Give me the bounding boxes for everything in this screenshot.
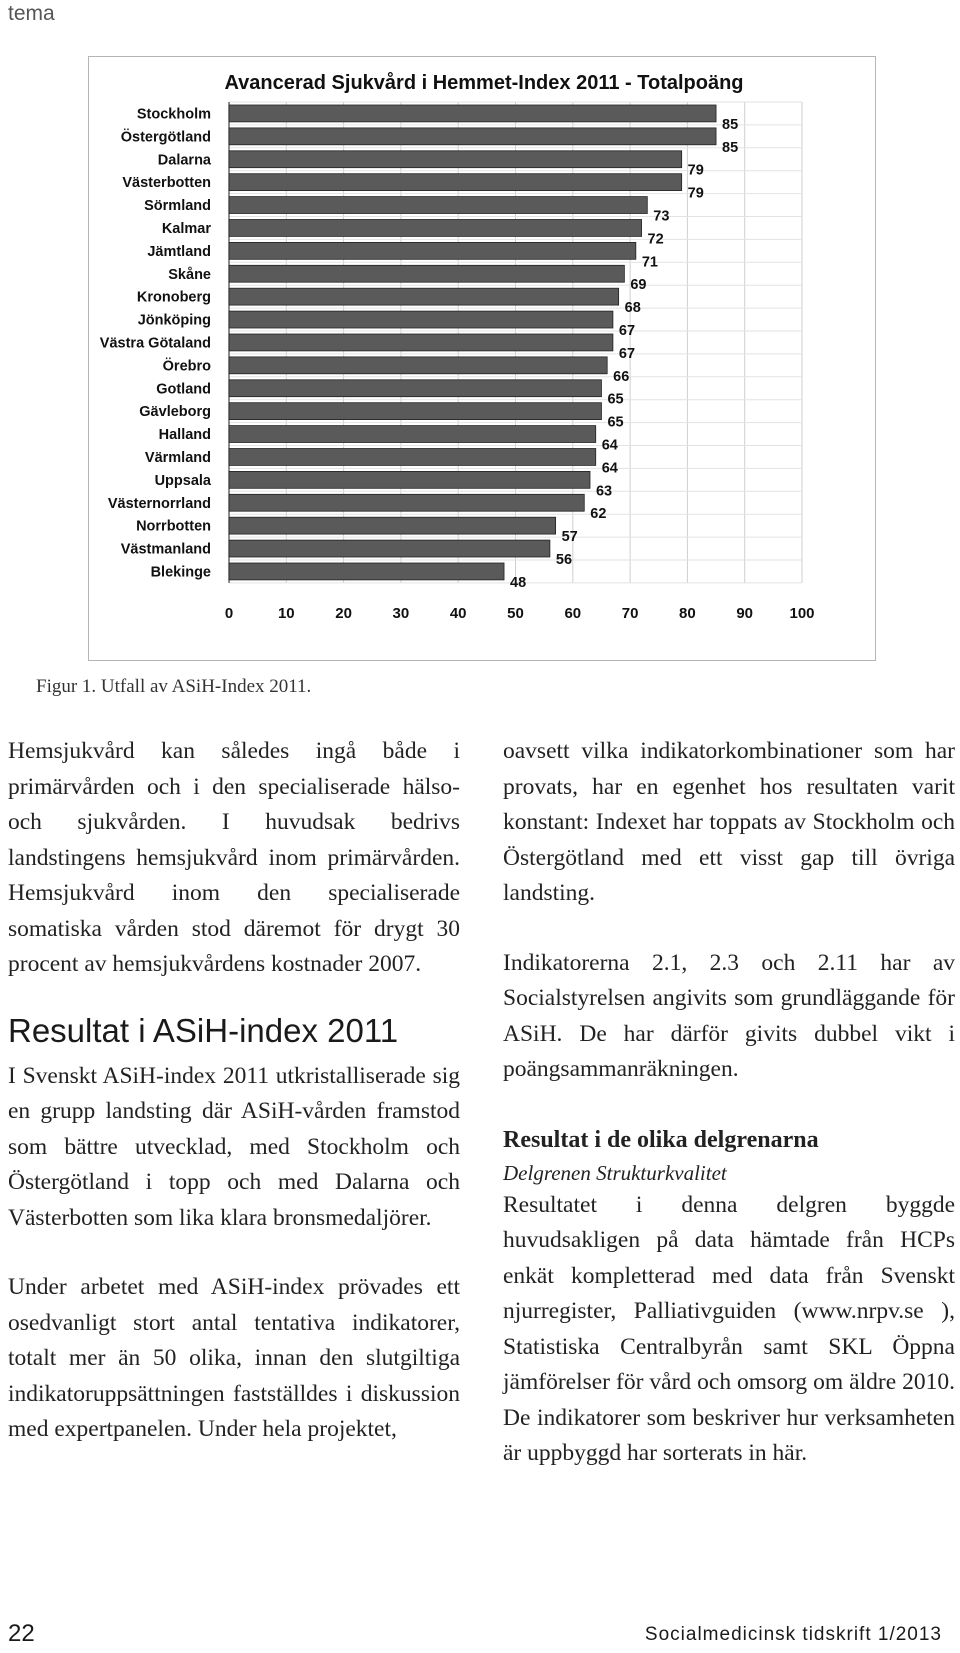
value-label: 65: [607, 414, 624, 431]
bar: [229, 380, 601, 397]
bar: [229, 197, 647, 214]
value-label: 66: [613, 368, 630, 385]
value-label: 48: [510, 574, 527, 591]
section-heading: Resultat i ASiH-index 2011: [8, 1011, 399, 1049]
category-label: Norrbotten: [136, 518, 211, 535]
category-label: Halland: [158, 427, 211, 444]
journal-name: Socialmedicinsk tidskrift 1/2013: [644, 1624, 942, 1645]
chart-title: Avancerad Sjukvård i Hemmet-Index 2011 - Totalpoäng: [224, 72, 744, 94]
value-label: 79: [687, 185, 704, 202]
category-label: Västernorrland: [107, 495, 211, 512]
bar: [229, 288, 619, 305]
subsubsection-heading: Delgrenen Strukturkvalitet: [503, 1160, 727, 1185]
value-label: 57: [561, 529, 578, 546]
category-label: Sörmland: [144, 198, 211, 215]
left-column: [8, 734, 460, 1448]
bar: [229, 105, 716, 122]
value-label: 64: [601, 437, 618, 454]
bar: [229, 494, 584, 511]
value-label: 68: [624, 300, 641, 317]
category-label: Dalarna: [157, 152, 211, 169]
subsection-heading: Resultat i de olika delgrenarna: [503, 1126, 819, 1153]
right-paragraph-1: oavsett vilka indikatorkombinationer som har provats, har en egenhet hos resultaten varit konstant: Indexet har toppats av Stockholm och Östergötland med ett visst gap till övriga landsting.: [503, 738, 955, 906]
x-tick-label: 100: [789, 604, 815, 622]
category-label: Örebro: [162, 358, 211, 375]
value-label: 64: [601, 460, 618, 477]
value-label: 56: [555, 552, 573, 568]
chart-svg: [89, 57, 875, 660]
x-tick-label: 30: [392, 604, 410, 622]
bar: [229, 220, 642, 237]
left-paragraph-3: Under arbetet med ASiH-index prövades ett osedvanligt stort antal tentativa indikatorer, totalt mer än 50 olika, innan den slutgiltiga indikatoruppsättningen fastställdes i diskussion med expertpanelen. Under hela projektet,: [8, 1274, 460, 1442]
bar: [229, 311, 613, 328]
value-label: 65: [607, 391, 624, 408]
value-label: 63: [595, 483, 613, 500]
left-paragraph-1: Hemsjukvård kan således ingå både i primärvården och i den specialiserade hälso- och sjukvården. I huvudsak bedrivs landstingens hemsjukvård inom primärvården. Hemsjukvård inom den specialiserade somatiska vården stod däremot för drygt 30 procent av hemsjukvårdens kostnader 2007.: [8, 738, 460, 977]
value-label: 67: [618, 345, 636, 362]
category-label: Östergötland: [120, 129, 211, 146]
bar: [229, 563, 504, 580]
x-tick-label: 20: [335, 604, 352, 622]
category-label: Västra Götaland: [99, 335, 211, 352]
category-label: Värmland: [144, 449, 211, 466]
x-tick-label: 80: [679, 604, 696, 622]
bar: [229, 334, 613, 351]
bar: [229, 403, 601, 420]
right-paragraph-2: Indikatorerna 2.1, 2.3 och 2.11 har av Socialstyrelsen angivits som grundläggande för ASiH. De har därför givits dubbel vikt i poängsammanräkningen.: [503, 949, 955, 1082]
x-tick-label: 50: [507, 604, 524, 622]
value-label: 69: [630, 277, 647, 294]
category-label: Uppsala: [154, 472, 211, 489]
x-tick-label: 90: [736, 604, 754, 622]
value-label: 72: [647, 231, 664, 248]
right-column: [503, 734, 955, 1472]
right-paragraph-3: Resultatet i denna delgren byggde huvudsakligen på data hämtade från HCPs enkät kompletterad med data från Svenskt njurregister, Palliativguiden (www.nrpv.se ), Statistiska Centralbyrån samt SKL Öppna jämförelser för vård och omsorg om äldre 2010. De indikatorer som beskriver hur verksamheten är uppbyggd har sorterats in här.: [503, 1191, 955, 1466]
value-label: 85: [722, 116, 739, 133]
value-label: 79: [687, 162, 704, 179]
section-tag: tema: [8, 2, 55, 25]
category-label: Kronoberg: [136, 289, 211, 306]
x-tick-label: 70: [621, 604, 639, 622]
x-tick-label: 60: [564, 604, 582, 622]
category-label: Jönköping: [137, 312, 211, 329]
bar: [229, 517, 556, 534]
value-label: 67: [618, 323, 636, 339]
category-label: Stockholm: [136, 106, 211, 123]
bar: [229, 174, 682, 191]
bar: [229, 151, 682, 168]
bar: [229, 242, 636, 259]
bar: [229, 449, 596, 466]
bar: [229, 426, 596, 443]
x-tick-label: 10: [277, 604, 295, 622]
value-label: 73: [653, 208, 670, 225]
x-tick-label: 0: [224, 604, 234, 622]
category-label: Skåne: [168, 266, 211, 283]
bar: [229, 265, 624, 282]
bar-chart: [88, 56, 876, 661]
value-label: 62: [590, 506, 607, 523]
bar: [229, 471, 590, 488]
category-label: Västerbotten: [122, 175, 211, 192]
category-label: Blekinge: [150, 564, 211, 581]
category-label: Gotland: [156, 381, 211, 398]
left-paragraph-2: I Svenskt ASiH-index 2011 utkristalliserade sig en grupp landsting där ASiH-vården framstod som bättre utvecklad, med Stockholm och Östergötland i topp och med Dalarna och Västerbotten som lika klara bronsmedaljörer.: [8, 1062, 460, 1231]
page-number: 22: [8, 1620, 35, 1647]
category-label: Kalmar: [161, 220, 211, 237]
value-label: 85: [722, 139, 739, 156]
category-label: Västmanland: [120, 541, 211, 558]
category-label: Gävleborg: [139, 404, 211, 421]
bar: [229, 540, 550, 557]
figure-caption: Figur 1. Utfall av ASiH-Index 2011.: [36, 676, 312, 697]
bar: [229, 128, 716, 145]
category-label: Jämtland: [147, 243, 211, 260]
value-label: 71: [641, 254, 658, 271]
x-tick-label: 40: [449, 604, 467, 622]
bar: [229, 357, 607, 374]
